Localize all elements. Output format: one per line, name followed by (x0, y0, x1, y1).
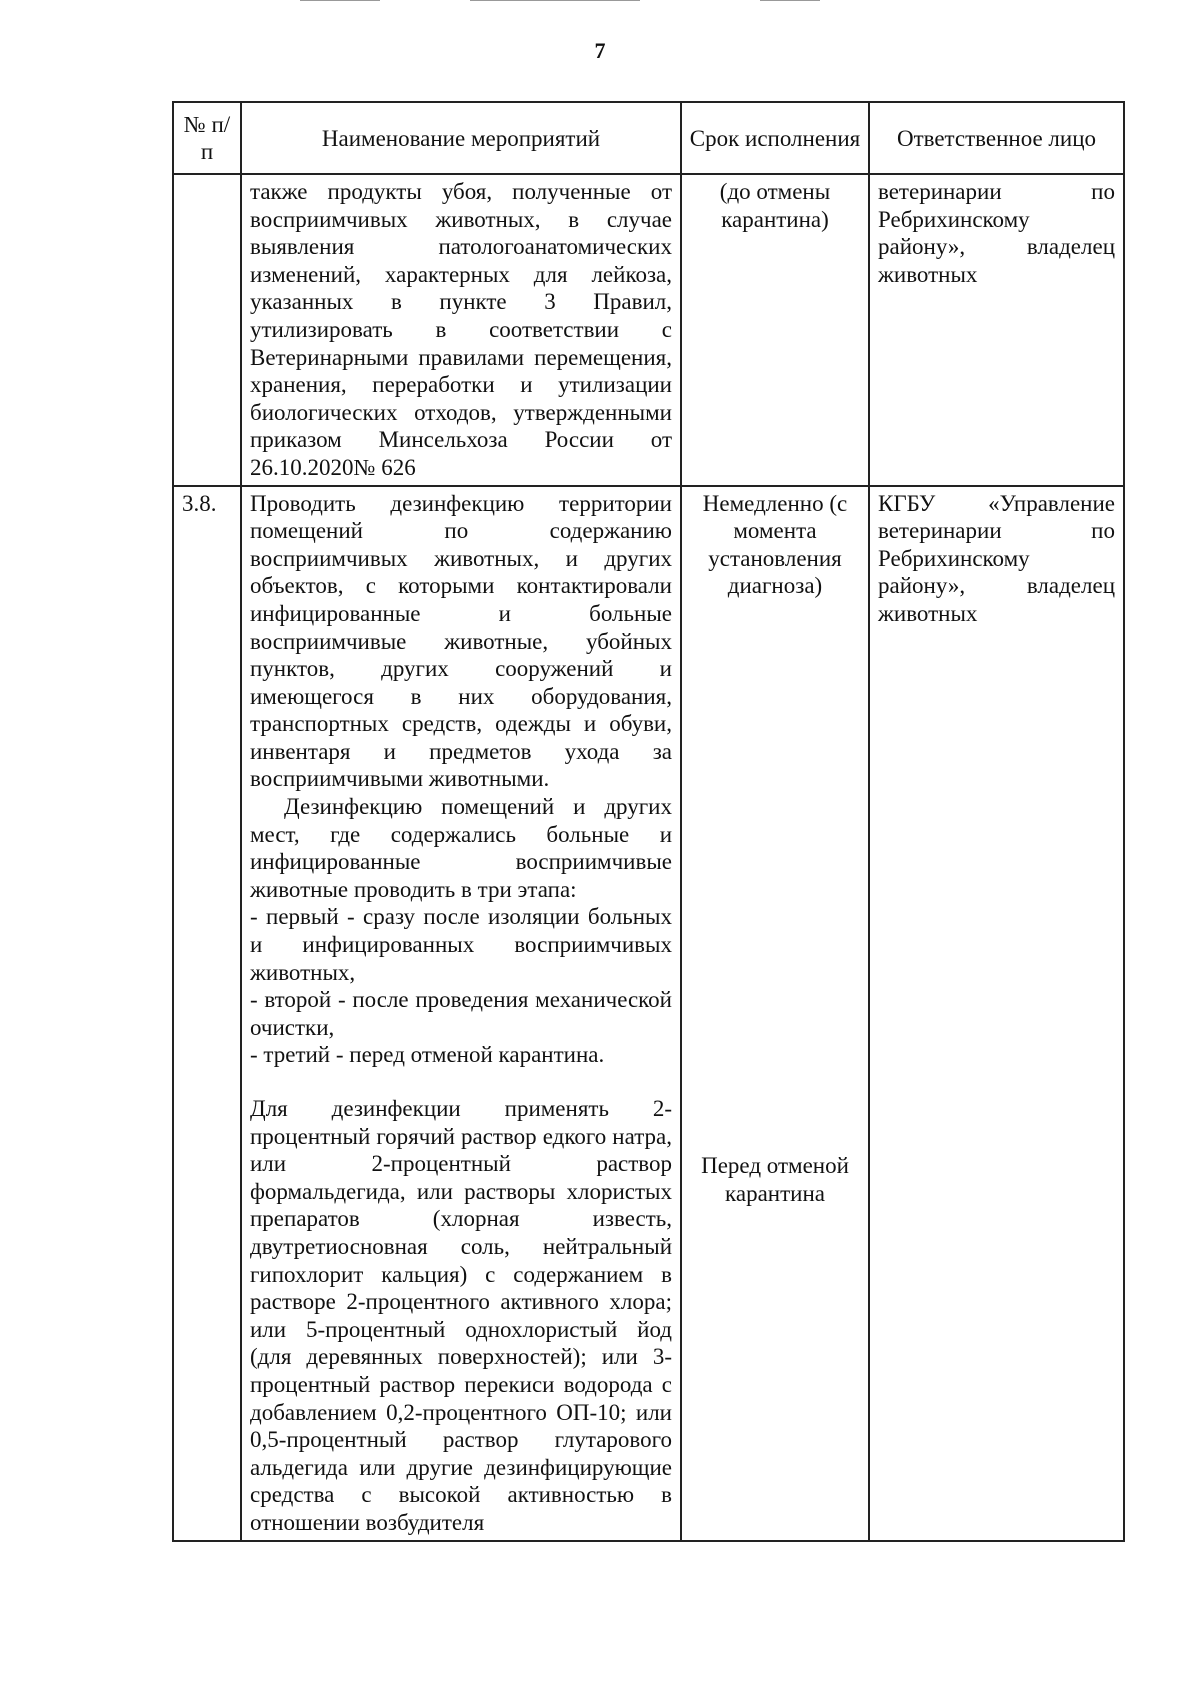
header-responsible: Ответственное лицо (869, 102, 1124, 174)
deadline-spacer (690, 600, 860, 1152)
measure-paragraph: Проводить дезинфекцию территории помещений по содержанию восприимчивых животных, и других объектов, с которыми контактировали инфицированные и больные восприимчивые животные, убойных пунктов, других сооружений и имеющегося в них оборудования, транспортных средств, одежды и обуви, инвентаря и предметов ухода за восприимчивыми животными. (250, 490, 672, 792)
page-number: 7 (594, 38, 606, 63)
deadline-first: Немедленно (с момента установления диагноза) (702, 490, 848, 599)
measure-paragraph: Дезинфекцию помещений и других мест, где содержались больные и инфицированные восприимчивые животные проводить в три этапа: (250, 794, 672, 902)
deadline-text (681, 486, 869, 1541)
table-row (173, 174, 1124, 486)
row-number (173, 174, 241, 486)
responsible-text: ветеринарии по Ребрихинскому району», владелец животных (869, 174, 1124, 486)
measures-table (172, 101, 1125, 1542)
table-header-row (173, 102, 1124, 174)
row-number: 3.8. (173, 486, 241, 1541)
deadline-text: (до отмены карантина) (681, 174, 869, 486)
header-measure-name: Наименование мероприятий (241, 102, 681, 174)
stage-item: - первый - сразу после изоляции больных и инфицированных восприимчивых животных, (250, 904, 672, 985)
stage-item: - второй - после проведения механической очистки, (250, 987, 672, 1040)
header-number: № п/п (173, 102, 241, 174)
table-row (173, 486, 1124, 1541)
scan-edge-line (470, 0, 640, 1)
deadline-second: Перед отменой карантина (701, 1152, 849, 1206)
stage-item: - третий - перед отменой карантина. (250, 1042, 605, 1068)
responsible-text: КГБУ «Управление ветеринарии по Ребрихинскому району», владелец животных (869, 486, 1124, 1541)
measure-text (241, 486, 681, 1541)
scan-edge-line (300, 0, 380, 1)
scan-edge-line (760, 0, 820, 1)
measure-paragraph: Для дезинфекции применять 2-процентный горячий раствор едкого натра, или 2-процентный раствор формальдегида, или растворы хлористых препаратов (хлорная известь, двутретиосновная соль, нейтральный гипохлорит кальция) с содержанием в растворе 2-процентного активного хлора; или 5-процентный однохлористый йод (для деревянных поверхностей); или 3-процентный раствор перекиси водорода с добавлением 0,2-процентного ОП-10; или 0,5-процентный раствор глутарового альдегида или другие дезинфицирующие средства с высокой активностью в отношении возбудителя (250, 1096, 672, 1535)
header-deadline: Срок исполнения (681, 102, 869, 174)
measure-text: также продукты убоя, полученные от восприимчивых животных, в случае выявления патологоанатомических изменений, характерных для лейкоза, указанных в пункте 3 Правил, утилизировать в соответствии с Ветеринарными правилами перемещения, хранения, переработки и утилизации биологических отходов, утвержденными приказом Минсельхоза России от 26.10.2020№ 626 (241, 174, 681, 486)
